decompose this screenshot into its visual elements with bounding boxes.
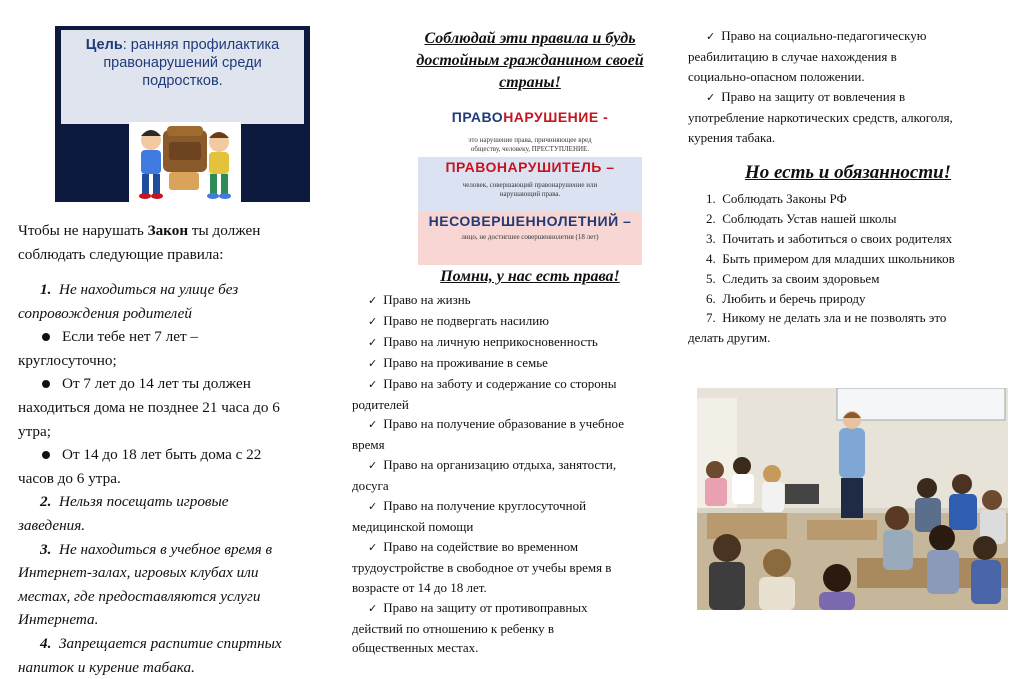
goal-description: : ранняя профилактика правонарушений среди подростков.: [103, 37, 280, 89]
right-item: употребление наркотических средств, алкоголя,: [688, 109, 953, 125]
bullet-text: От 14 до 18 лет быть дома с 22: [62, 446, 262, 464]
right-item: Право на содействие во временном: [383, 538, 579, 554]
def-word-narushenie: НАРУШЕНИЕ -: [503, 109, 609, 125]
right-item: родителей: [352, 396, 409, 412]
rule-text: напиток и курение табака.: [18, 658, 195, 676]
right-item: Право на жизнь: [383, 292, 471, 307]
right-item: время: [352, 437, 385, 453]
rights-list: [352, 290, 672, 658]
duties-list: [688, 189, 1018, 348]
checkmark-icon: ✓: [368, 459, 378, 473]
motto-line: страны!: [499, 74, 561, 91]
checkmark-icon: ✓: [368, 356, 378, 370]
checkmark-icon: ✓: [368, 601, 378, 615]
rule-text: Запрещается распитие спиртных: [58, 634, 282, 652]
right-item: Право на получение круглосуточной: [383, 498, 587, 514]
goal-text: [69, 36, 296, 90]
duty-item: делать другим.: [688, 330, 771, 346]
intro-law-word: Закон: [147, 222, 189, 239]
checkmark-icon: ✓: [368, 418, 378, 432]
checkmark-icon: ✓: [706, 30, 716, 43]
bullet-dot: [42, 380, 50, 388]
right-item: Право на личную неприкосновенность: [383, 333, 598, 349]
rule-text: Нельзя посещать игровые: [58, 493, 229, 511]
duty-item: Соблюдать Устав нашей школы: [722, 210, 897, 226]
def-line: это нарушение права, причиняющее вред: [468, 136, 592, 144]
right-item: Право на организацию отдыха, занятости,: [383, 457, 617, 473]
def-word-pravo: ПРАВО: [451, 109, 504, 125]
definition-text-violation: [426, 136, 634, 154]
bullet-text: От 7 лет до 14 лет ты должен: [62, 375, 251, 393]
bullet-dot: [42, 333, 50, 341]
duty-item: Соблюдать Законы РФ: [722, 191, 847, 206]
checkmark-icon: ✓: [368, 335, 378, 349]
rights-heading: Помни, у нас есть права!: [440, 268, 620, 285]
motto-line: Соблюдай эти правила и будь: [424, 30, 636, 47]
duty-number: 2.: [706, 210, 716, 226]
definition-title-offender: ПРАВОНАРУШИТЕЛЬ –: [445, 159, 615, 175]
motto-heading: [398, 28, 662, 94]
right-item: социально-опасном положении.: [688, 68, 865, 84]
rule-number: 4.: [40, 634, 52, 652]
definitions-flag-image: [418, 103, 642, 265]
right-item: Право на социально-педагогическую: [721, 28, 927, 43]
bullet-text: круглосуточно;: [18, 351, 117, 369]
right-item: Право на проживание в семье: [383, 354, 548, 370]
goal-label: Цель: [85, 37, 123, 53]
duty-number: 3.: [706, 230, 716, 246]
duty-number: 7.: [706, 310, 716, 326]
rules-intro: [18, 219, 338, 266]
motto-line: достойным гражданином своей: [416, 52, 644, 69]
bullet-text: часов до 6 утра.: [18, 469, 121, 487]
duty-number: 1.: [706, 191, 716, 206]
def-line: нарушающий права.: [499, 190, 561, 198]
rule-number: 3.: [40, 540, 52, 558]
right-item: возрасте от 14 до 18 лет.: [352, 579, 487, 595]
duty-number: 5.: [706, 270, 716, 286]
rule-text: сопровождения родителей: [18, 304, 192, 322]
rule-number: 1.: [40, 281, 52, 298]
checkmark-icon: ✓: [368, 314, 378, 328]
classroom-photo: [697, 388, 1008, 610]
right-item: Право на защиту от противоправных: [383, 599, 588, 615]
right-item: трудоустройстве в свободное от учебы время в: [352, 559, 612, 575]
bullet-text: находиться дома не позднее 21 часа до 6: [18, 398, 280, 416]
right-item: общественных местах.: [352, 640, 479, 656]
duty-number: 4.: [706, 250, 716, 266]
goal-banner-panel: [61, 30, 304, 124]
rule-text: местах, где предоставляются услуги: [18, 587, 261, 605]
bullet-text: утра;: [18, 422, 51, 440]
right-item: Право на заботу и содержание со стороны: [383, 375, 617, 391]
right-item: Право на защиту от вовлечения в: [721, 88, 906, 104]
definition-title-minor: НЕСОВЕРШЕННОЛЕТНИЙ –: [428, 213, 632, 229]
right-item: Право не подвергать насилию: [383, 312, 549, 328]
definition-title-violation: [418, 109, 642, 125]
bullet-text: Если тебе нет 7 лет –: [62, 328, 199, 346]
intro-text-a: Чтобы не нарушать: [18, 222, 148, 239]
right-item: Право на получение образование в учебное: [383, 416, 624, 432]
bullet-dot: [42, 451, 50, 459]
def-line: человек, совершающий правонарушение или: [462, 181, 598, 189]
duties-heading: Но есть и обязанности!: [744, 162, 952, 183]
more-rights: [688, 26, 1018, 147]
rules-list: [18, 278, 338, 679]
definition-text-offender: [426, 181, 634, 199]
checkmark-icon: ✓: [368, 294, 378, 307]
right-item: досуга: [352, 478, 389, 494]
right-item: реабилитацию в случае нахождения в: [688, 48, 897, 64]
rule-text: Не находиться в учебное время в: [58, 540, 273, 558]
duty-number: 6.: [706, 290, 716, 306]
intro-text-b: ты должен: [188, 222, 261, 239]
right-item: действий по отношению к ребенку в: [352, 620, 554, 636]
def-line: обществу, человеку, ПРЕСТУПЛЕНИЕ.: [470, 145, 590, 153]
checkmark-icon: ✓: [368, 540, 378, 554]
duty-item: Никому не делать зла и не позволять это: [722, 310, 947, 326]
rule-number: 2.: [40, 493, 52, 511]
duty-item: Быть примером для младших школьников: [722, 250, 955, 266]
checkmark-icon: ✓: [368, 500, 378, 514]
duty-item: Следить за своим здоровьем: [722, 270, 880, 286]
duty-item: Почитать и заботиться о своих родителях: [722, 230, 953, 246]
checkmark-icon: ✓: [368, 377, 378, 391]
rule-text: Интернета.: [18, 611, 99, 629]
right-item: курения табака.: [688, 129, 776, 145]
rule-text: Не находиться на улице без: [58, 281, 239, 298]
definition-text-minor: лицо, не достигшее совершеннолетия (18 лет): [461, 233, 599, 241]
right-item: медицинской помощи: [352, 518, 474, 534]
checkmark-icon: ✓: [706, 90, 716, 104]
kids-with-backpack-illustration: [129, 122, 241, 202]
duty-item: Любить и беречь природу: [722, 290, 866, 306]
rule-text: Интернет-залах, игровых клубах или: [18, 564, 259, 582]
intro-text-c: соблюдать следующие правила:: [18, 245, 224, 263]
goal-banner-image: [55, 26, 310, 202]
rule-text: заведения.: [18, 516, 86, 534]
